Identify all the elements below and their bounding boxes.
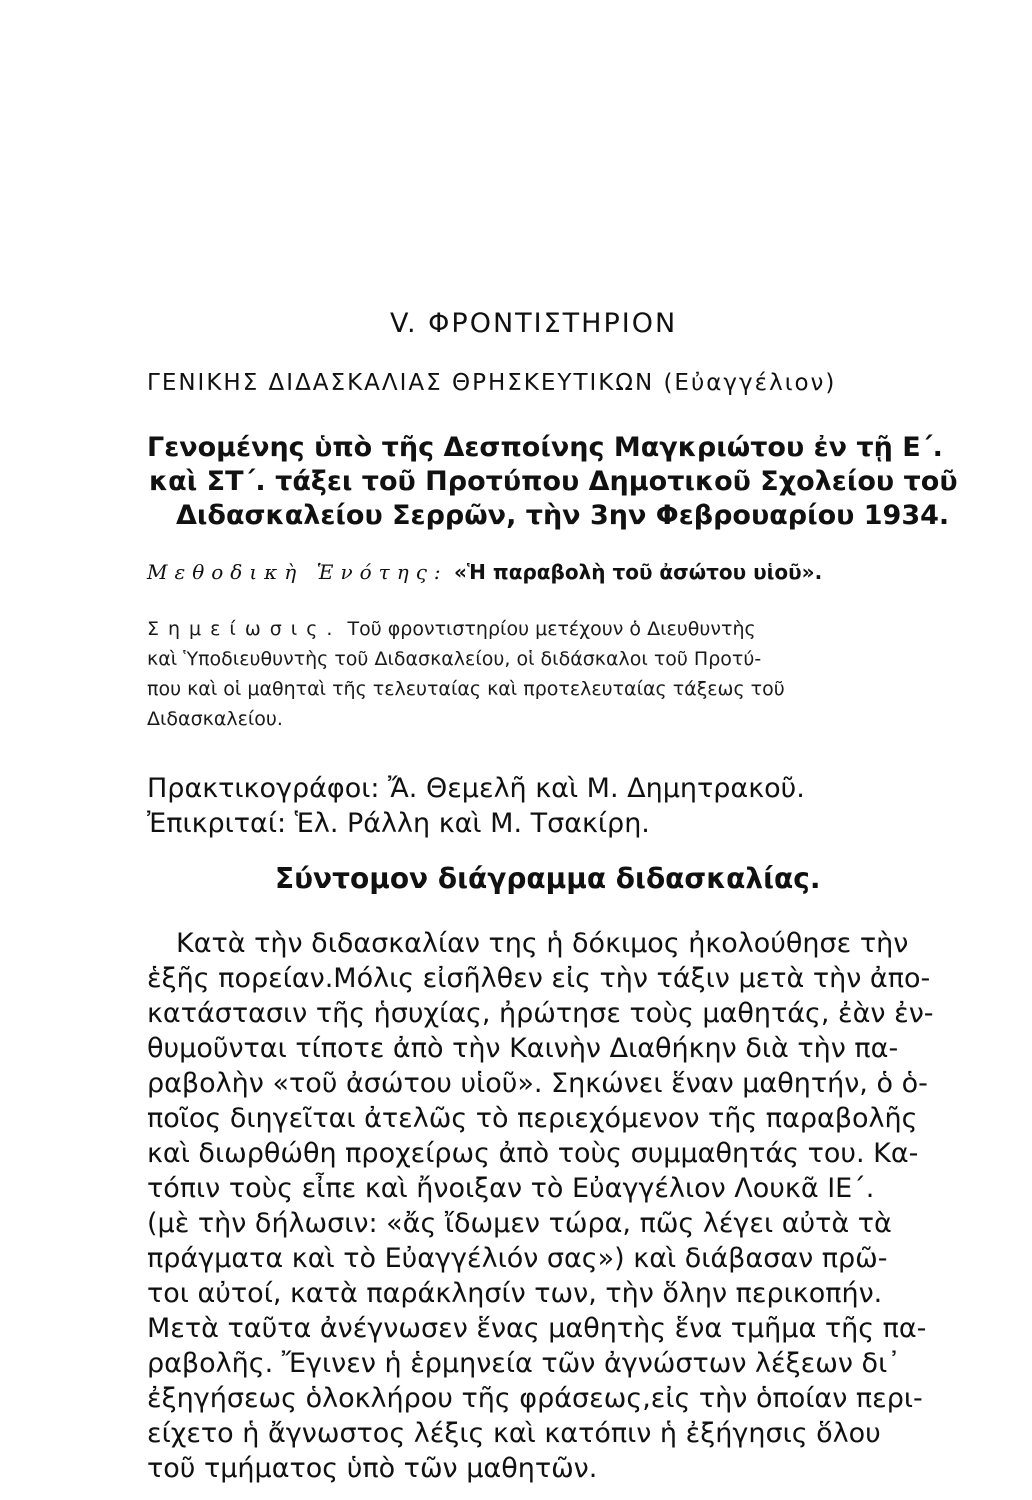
body-line: ἑξῆς πορείαν.Μόλις εἰσῆλθεν εἰς τὴν τάξιν μετὰ τὴν ἀπο- xyxy=(147,963,931,994)
body-line: θυμοῦνται τίποτε ἀπὸ τὴν Καινὴν Διαθήκην διὰ τὴν πα- xyxy=(147,1033,899,1064)
body-line: είχετο ἡ ἄγνωστος λέξις καὶ κατόπιν ἡ ἐξήγησις ὅλου xyxy=(147,1418,881,1449)
body-line: τοι αὐτοί, κατὰ παράκλησίν των, τὴν ὅλην περικοπήν. xyxy=(147,1278,883,1309)
body-line: Μετὰ ταῦτα ἀνέγνωσεν ἕνας μαθητὴς ἕνα τμῆμα τῆς πα- xyxy=(147,1313,927,1344)
body-line: ἐξηγήσεως ὁλοκλήρου τῆς φράσεως,εἰς τὴν ὁποίαν περι- xyxy=(147,1383,923,1414)
recorders-line: Πρακτικογράφοι: Ἄ. Θεμελῆ καὶ Μ. Δημητρακοῦ. xyxy=(147,773,805,804)
body-line: τοῦ τμήματος ὑπὸ τῶν μαθητῶν. xyxy=(147,1453,598,1484)
heading-line: Διδασκαλείου Σερρῶν, τὴν 3ην Φεβρουαρίου 1934. xyxy=(176,500,950,531)
body-line: ποῖος διηγεῖται ἀτελῶς τὸ περιεχόμενον τῆς παραβολῆς xyxy=(147,1103,918,1134)
note-label: Σημείωσις. xyxy=(147,618,342,640)
note-line: καὶ Ὑποδιευθυντὴς τοῦ Διδασκαλείου, οἱ διδάσκαλοι τοῦ Προτύ- xyxy=(147,648,762,670)
note-line: που καὶ οἱ μαθηταὶ τῆς τελευταίας καὶ προτελευταίας τάξεως τοῦ xyxy=(147,678,785,700)
body-line: Κατὰ τὴν διδασκαλίαν της ἡ δόκιμος ἠκολούθησε τὴν xyxy=(176,928,909,959)
methodical-unit-label: Μεθοδικὴ Ἑνότης: xyxy=(147,560,448,584)
body-line: κατάστασιν τῆς ἡσυχίας, ἠρώτησε τοὺς μαθητάς, ἐὰν ἐν- xyxy=(147,998,934,1029)
body-line: καὶ διωρθώθη προχείρως ἀπὸ τοὺς συμμαθητάς του. Κα- xyxy=(147,1138,919,1169)
body-line: ραβολῆς. Ἔγινεν ἡ ἑρμηνεία τῶν ἀγνώστων λέξεων δι᾽ xyxy=(147,1348,901,1379)
body-line: (μὲ τὴν δήλωσιν: «ἄς ἴδωμεν τώρα, πῶς λέγει αὐτὰ τὰ xyxy=(147,1208,892,1239)
note-line xyxy=(147,618,756,640)
note-text: Τοῦ φροντιστηρίου μετέχουν ὁ Διευθυντὴς xyxy=(347,618,756,640)
heading-line: καὶ ΣΤ΄. τάξει τοῦ Προτύπου Δημοτικοῦ Σχολείου τοῦ xyxy=(149,466,958,497)
section-title: Σύντομον διάγραμμα διδασκαλίας. xyxy=(275,862,821,895)
body-line: τόπιν τοὺς εἶπε καὶ ἤνοιξαν τὸ Εὐαγγέλιον Λουκᾶ ΙΕ΄. xyxy=(147,1173,875,1204)
critics-line: Ἐπικριταί: Ἑλ. Ράλλη καὶ Μ. Τσακίρη. xyxy=(147,808,650,839)
heading-line: Γενομένης ὑπὸ τῆς Δεσποίνης Μαγκριώτου ἐν τῇ Ε΄. xyxy=(147,432,943,463)
note-line: Διδασκαλείου. xyxy=(147,708,283,730)
page-title: V. ΦΡΟΝΤΙΣΤΗΡΙΟΝ xyxy=(390,308,678,339)
methodical-unit-title: «Ἡ παραβολὴ τοῦ ἀσώτου υἱοῦ». xyxy=(454,560,823,584)
body-line: ραβολὴν «τοῦ ἀσώτου υἱοῦ». Σηκώνει ἕναν μαθητήν, ὁ ὁ- xyxy=(147,1068,928,1099)
body-line: πράγματα καὶ τὸ Εὐαγγέλιόν σας») καὶ διάβασαν πρῶ- xyxy=(147,1243,888,1274)
methodical-unit xyxy=(147,560,822,584)
page-subtitle: ΓΕΝΙΚΗΣ ΔΙΔΑΣΚΑΛΙΑΣ ΘΡΗΣΚΕΥΤΙΚΩΝ (Εὐαγγέλιον) xyxy=(147,370,837,396)
